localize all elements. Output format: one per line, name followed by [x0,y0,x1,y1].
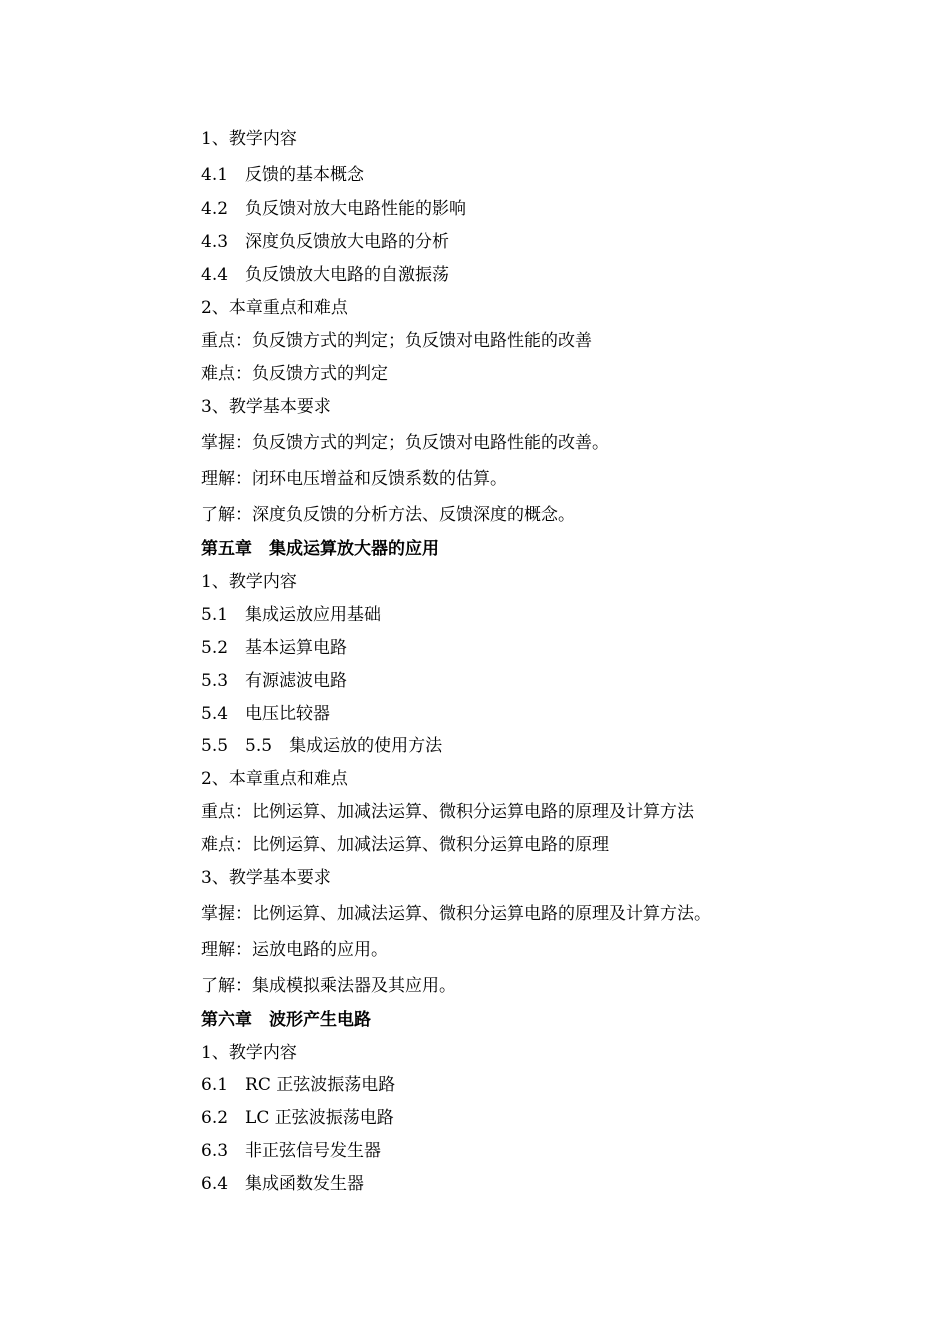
list-item: 5.1 集成运放应用基础 [201,605,382,625]
list-item: 5.4 电压比较器 [201,704,331,724]
list-item: 5.5 5.5 集成运放的使用方法 [201,736,443,756]
requirement-master: 掌握：比例运算、加减法运算、微积分运算电路的原理及计算方法。 [201,904,711,924]
requirement-understand: 理解：闭环电压增益和反馈系数的估算。 [201,469,507,489]
section-heading-requirements: 3、教学基本要求 [201,397,331,417]
difficulty-text: 难点：负反馈方式的判定 [201,364,388,384]
list-item: 6.1 RC 正弦波振荡电路 [201,1075,396,1095]
list-item: 4.2 负反馈对放大电路性能的影响 [201,199,467,219]
list-item: 4.4 负反馈放大电路的自激振荡 [201,265,450,285]
section-heading-teaching-content: 1、教学内容 [201,572,297,592]
list-item: 5.2 基本运算电路 [201,638,348,658]
section-heading-requirements: 3、教学基本要求 [201,868,331,888]
section-heading-teaching-content: 1、教学内容 [201,129,297,149]
key-point-text: 重点：负反馈方式的判定；负反馈对电路性能的改善 [201,331,592,351]
key-point-text: 重点：比例运算、加减法运算、微积分运算电路的原理及计算方法 [201,802,694,822]
requirement-know: 了解：集成模拟乘法器及其应用。 [201,976,456,996]
list-item: 4.3 深度负反馈放大电路的分析 [201,232,450,252]
section-heading-key-points: 2、本章重点和难点 [201,298,348,318]
list-item: 5.3 有源滤波电路 [201,671,348,691]
section-heading-key-points: 2、本章重点和难点 [201,769,348,789]
list-item: 6.4 集成函数发生器 [201,1174,365,1194]
requirement-know: 了解：深度负反馈的分析方法、反馈深度的概念。 [201,505,575,525]
chapter-title: 第五章 集成运算放大器的应用 [201,539,439,559]
difficulty-text: 难点：比例运算、加减法运算、微积分运算电路的原理 [201,835,609,855]
requirement-master: 掌握：负反馈方式的判定；负反馈对电路性能的改善。 [201,433,609,453]
list-item: 6.3 非正弦信号发生器 [201,1141,382,1161]
list-item: 6.2 LC 正弦波振荡电路 [201,1108,394,1128]
section-heading-teaching-content: 1、教学内容 [201,1043,297,1063]
list-item: 4.1 反馈的基本概念 [201,165,365,185]
chapter-title: 第六章 波形产生电路 [201,1010,371,1030]
requirement-understand: 理解：运放电路的应用。 [201,940,388,960]
